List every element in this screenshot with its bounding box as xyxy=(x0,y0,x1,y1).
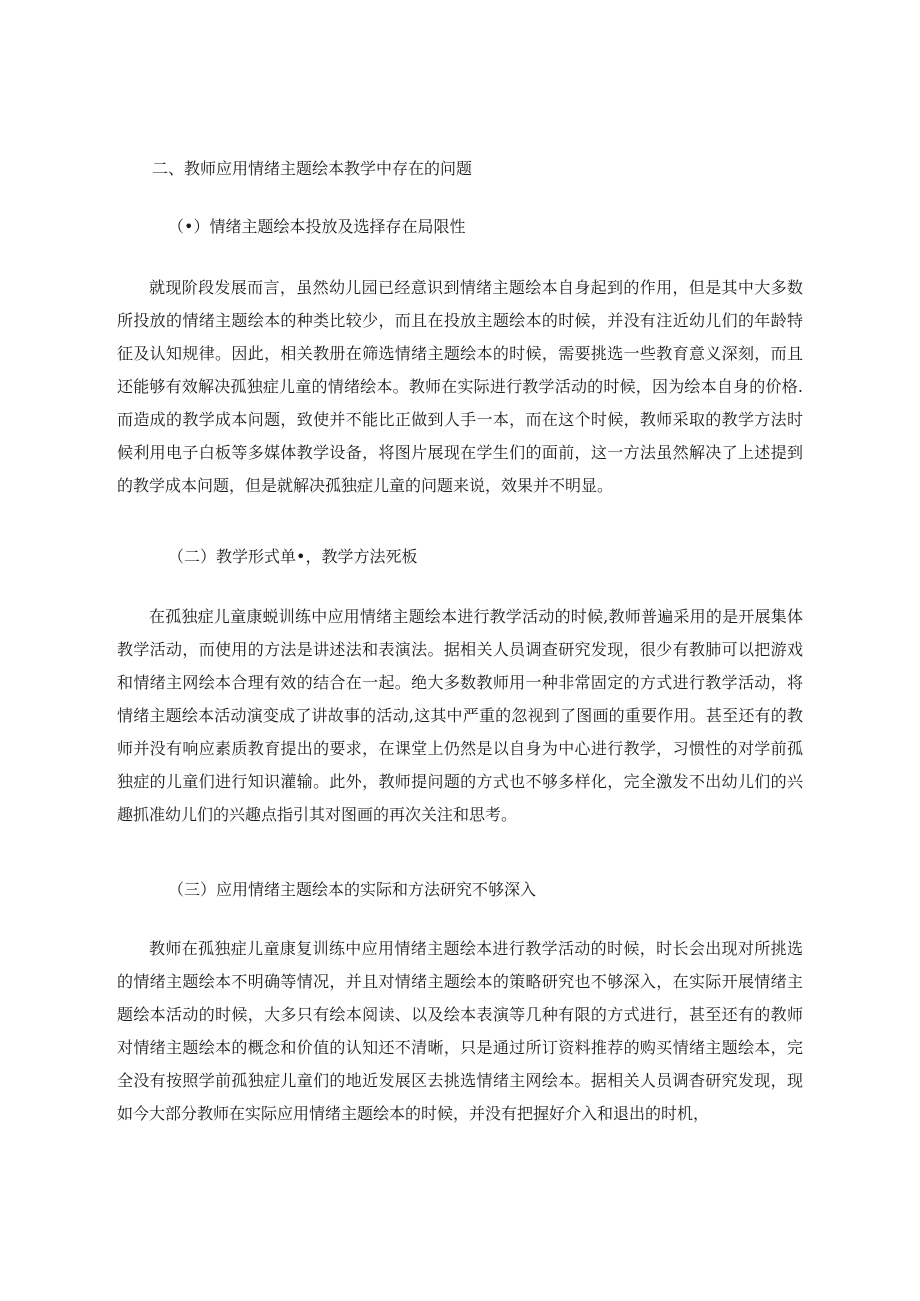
subsection-heading-1: （•）情绪主题绘本投放及选择存在局限性 xyxy=(168,217,466,236)
paragraph-2: 在孤独症儿童康蜕训练中应用情绪主题绘本进行教学活动的时候,教师普遍采用的是开展集体教学活动，而使用的方法是讲述法和表演法。据相关人员调查研究发现，很少有教肺可以把游戏和情绪主网绘本合理有效的结合在一起。绝大多数教师用一种非常固定的方式进行教学活动，将情绪主题绘本活动演变成了讲故事的活动,这其中严重的忽视到了图画的重要作用。甚至还有的教师并没有响应素质教育提出的要求，在课堂上仍然是以自身为中心进行教学，习惯性的对学前孤独症的儿童们进行知识灌输。此外，教师提问题的方式也不够多样化，完全激发不出幼儿们的兴趣抓准幼儿们的兴趣点指引其对图画的再次关注和思考。 xyxy=(117,607,803,824)
paragraph-1: 就现阶段发展而言，虽然幼儿园已经意识到情绪主题绘本自身起到的作用，但是其中大多数所投放的情绪主题绘本的种类比较少，而且在投放主题绘本的时候，并没有注近幼儿们的年龄特征及认知规律。因此，相关教册在筛选情绪主题绘本的时候，需要挑选一些教育意义深刻，而且还能够有效解决孤独症儿童的情绪绘本。教师在实际进行教学活动的时候，因为绘本自身的价格.而造成的教学成本问题，致使并不能比正做到人手一本，而在这个时候，教师采取的教学方法时候利用电子白板等多媒体教学设备，将图片展现在学生们的面前，这一方法虽然解决了上述提到的教学成本问题，但是就解决孤独症儿童的问题来说，效果并不明显。 xyxy=(117,278,803,495)
subsection-heading-2: （二）教学形式单•，教学方法死板 xyxy=(168,547,418,566)
section-heading: 二、教师应用情绪主题绘本教学中存在的问题 xyxy=(152,159,473,178)
subsection-heading-3: （三）应用情绪主题绘本的实际和方法研究不够深入 xyxy=(168,880,537,899)
paragraph-3: 教师在孤独症儿童康复训练中应用情绪主题绘本进行教学活动的时候，时长会出现对所挑选的情绪主题绘本不明确等情况，并且对情绪主题绘本的策略研究也不够深入，在实际开展情绪主题绘本活动的时候，大多只有绘本阅读、以及绘本表演等几种有限的方式进行，甚至还有的教师对情绪主题绘本的概念和价值的认知还不清晰，只是通过所订资料推荐的购买情绪主题绘本，完全没有按照学前孤独症儿童们的地近发展区去挑选情绪主网绘本。据相关人员调杳研究发现，现如今大部分教师在实际应用情绪主题绘本的时候，并没有把握好介入和退出的时机， xyxy=(117,939,803,1123)
